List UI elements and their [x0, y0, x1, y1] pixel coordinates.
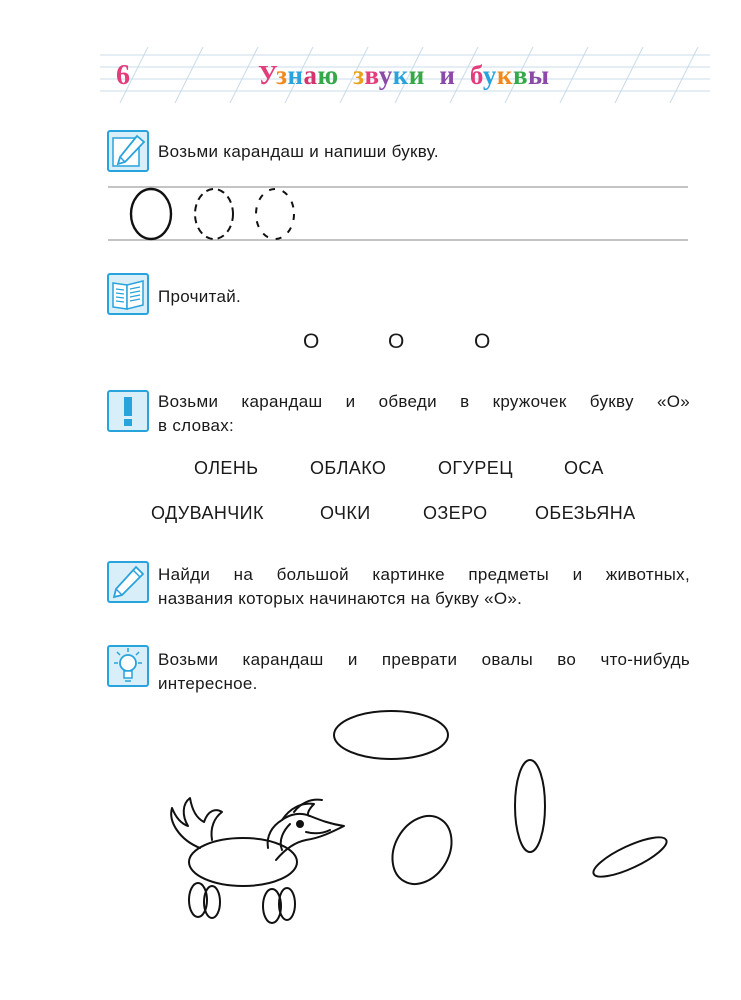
task-circle-line2: в словах: — [158, 416, 235, 435]
word: ОСА — [564, 458, 604, 478]
pencil-paper-icon — [107, 130, 149, 172]
dog-drawing — [171, 798, 344, 923]
oval — [515, 760, 545, 852]
title-word — [439, 60, 455, 90]
title-letter: в — [364, 60, 379, 90]
traced-letter-o — [256, 189, 294, 239]
title-letter: и — [408, 60, 425, 90]
word: ОЗЕРО — [423, 503, 488, 523]
task-draw-line2: интересное. — [158, 674, 258, 693]
title-word — [258, 60, 339, 90]
title-letter: а — [303, 60, 318, 90]
title-letter: у — [482, 60, 497, 90]
title-letter: У — [258, 60, 277, 90]
task-circle-line1: Возьми карандаш и обведи в кружочек букву «О» — [158, 392, 690, 411]
exclamation-icon — [107, 390, 149, 432]
title-letter: з — [276, 60, 288, 90]
word: ОДУВАНЧИК — [151, 503, 264, 523]
lightbulb-icon — [107, 645, 149, 687]
page-number: 6 — [116, 60, 130, 91]
title-letter: н — [287, 60, 304, 90]
title-letter: и — [439, 60, 456, 90]
title-letter: у — [378, 60, 393, 90]
task-read-text: Прочитай. — [158, 287, 242, 306]
word: ОЛЕНЬ — [194, 458, 259, 478]
drawing-area — [150, 700, 670, 940]
task-draw-line1: Возьми карандаш и преврати овалы во что-нибудь — [158, 650, 690, 669]
sample-letter-o — [131, 189, 171, 239]
page-title — [258, 60, 550, 91]
oval — [589, 830, 670, 884]
book-icon — [107, 273, 149, 315]
title-letter: ы — [528, 60, 550, 90]
title-word — [470, 60, 550, 90]
task-find-line2: названия которых начинаются на букву «О». — [158, 589, 523, 608]
title-letter: в — [512, 60, 529, 90]
title-letter: ю — [317, 60, 339, 90]
task-write-text: Возьми карандаш и напиши букву. — [158, 142, 439, 161]
title-letter: б — [469, 60, 483, 90]
word: ОБЕЗЬЯНА — [535, 503, 636, 523]
title-letter: к — [496, 60, 513, 90]
task-find-line1: Найди на большой картинке предметы и животных, — [158, 565, 690, 584]
read-letter: О — [388, 330, 405, 353]
read-letter: О — [474, 330, 491, 353]
word: ОЧКИ — [320, 503, 371, 523]
word: ОБЛАКО — [310, 458, 387, 478]
writing-area — [108, 183, 690, 245]
title-word — [353, 60, 425, 90]
oval — [334, 711, 448, 759]
word: ОГУРЕЦ — [438, 458, 513, 478]
title-letter: к — [392, 60, 409, 90]
traced-letter-o — [195, 189, 233, 239]
oval — [381, 805, 464, 894]
read-letter: О — [303, 330, 320, 353]
title-letter: з — [353, 60, 365, 90]
pencil-icon — [107, 561, 149, 603]
